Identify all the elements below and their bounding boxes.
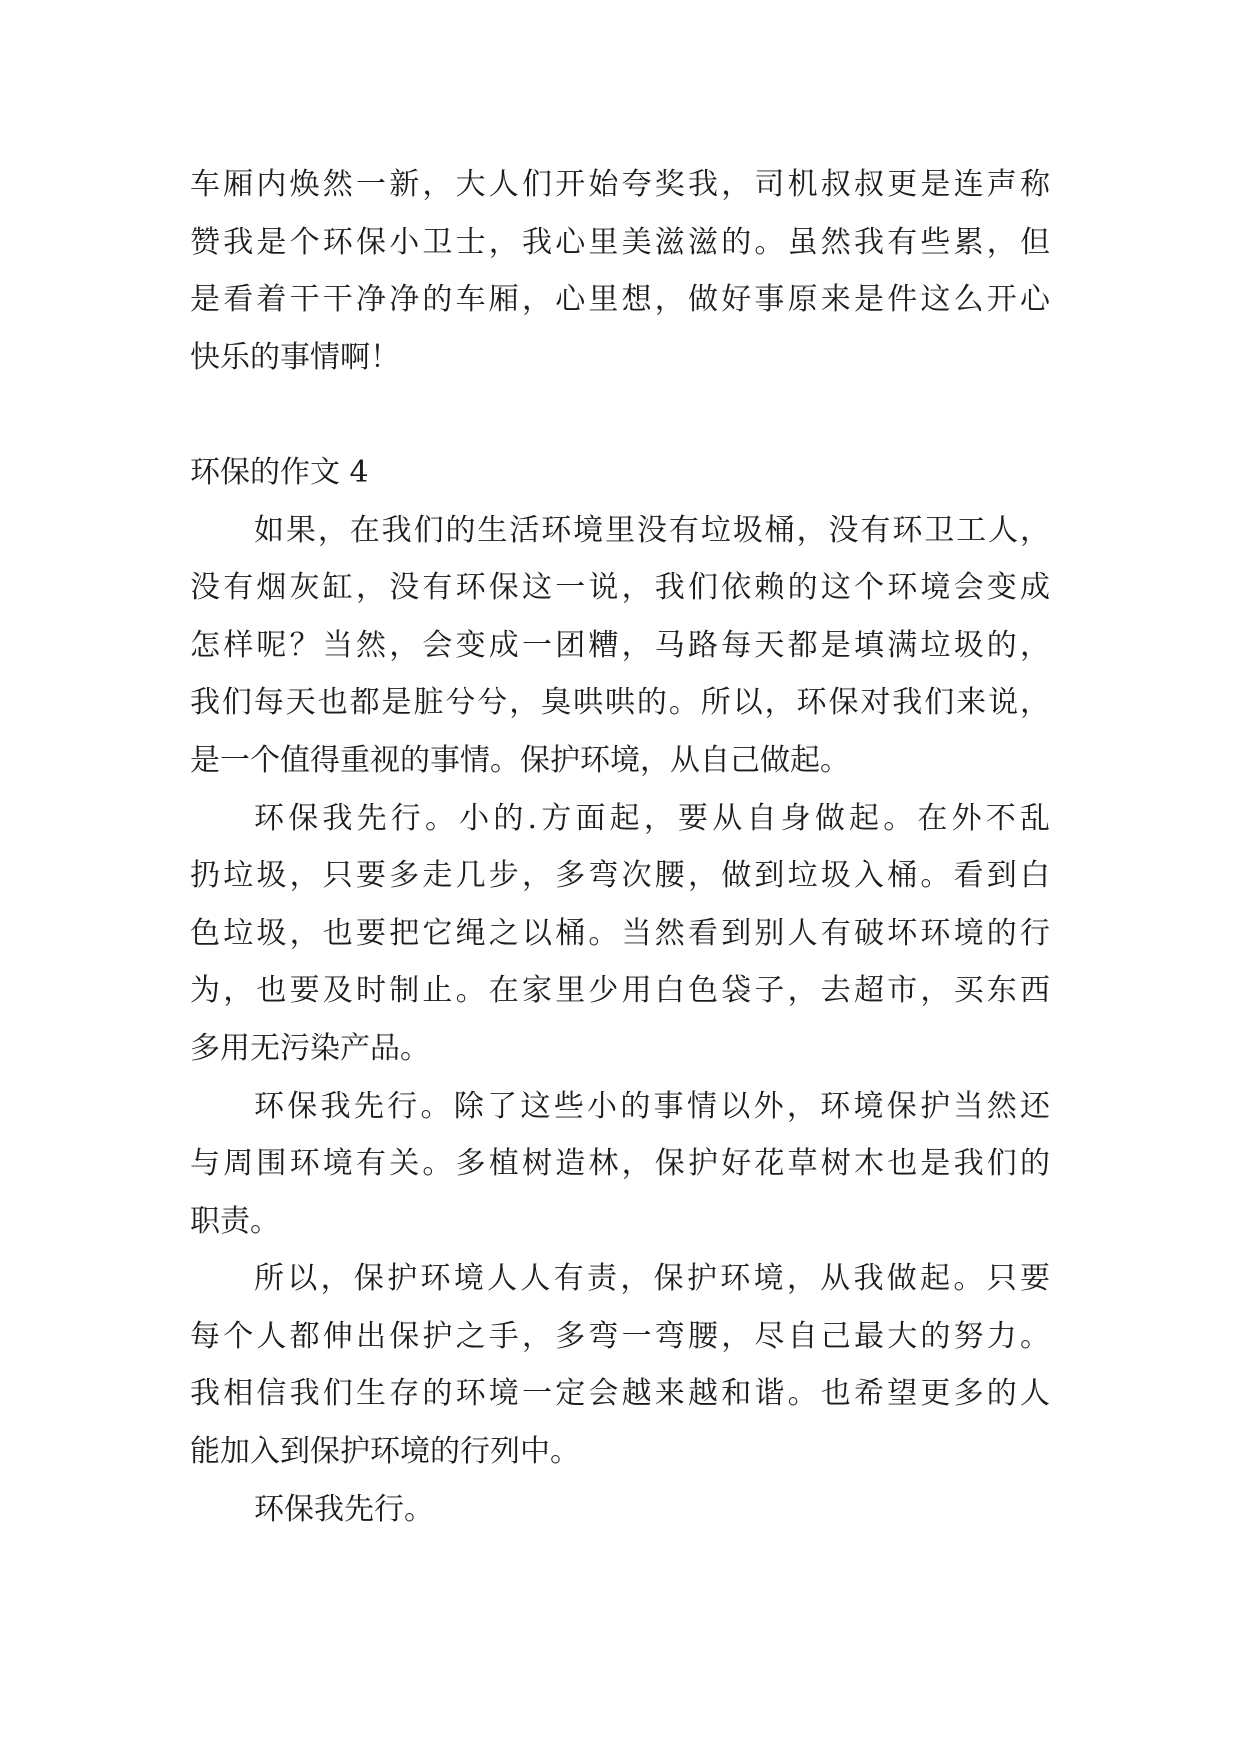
text-line: 赞我是个环保小卫士，我心里美滋滋的。虽然我有些累，但 — [190, 224, 1050, 260]
text-line: 多用无污染产品。 — [190, 1030, 430, 1066]
text-line: 是看着干干净净的车厢，心里想，做好事原来是件这么开心 — [190, 282, 1050, 318]
text-line: 职责。 — [190, 1203, 280, 1239]
text-line: 没有烟灰缸，没有环保这一说，我们依赖的这个环境会变成 — [190, 570, 1050, 606]
text-line: 每个人都伸出保护之手，多弯一弯腰，尽自己最大的努力。 — [190, 1318, 1050, 1354]
paragraph — [190, 502, 1050, 790]
paragraph — [190, 1078, 1050, 1251]
blank-line — [190, 386, 1050, 444]
text-line: 我们每天也都是脏兮兮，臭哄哄的。所以，环保对我们来说， — [190, 685, 1050, 721]
paragraph — [190, 790, 1050, 1078]
text-line: 快乐的事情啊！ — [190, 339, 400, 375]
text-line: 扔垃圾，只要多走几步，多弯次腰，做到垃圾入桶。看到白 — [190, 858, 1050, 894]
text-line: 如果，在我们的生活环境里没有垃圾桶，没有环卫工人， — [254, 512, 1050, 548]
continuation-paragraph — [190, 156, 1050, 386]
text-line: 与周围环境有关。多植树造林，保护好花草树木也是我们的 — [190, 1146, 1050, 1182]
text-line: 能加入到保护环境的行列中。 — [190, 1434, 580, 1470]
text-line: 我相信我们生存的环境一定会越来越和谐。也希望更多的人 — [190, 1376, 1050, 1412]
text-line: 所以，保护环境人人有责，保护环境，从我做起。只要 — [254, 1261, 1050, 1297]
essay-heading: 环保的作文 4 — [190, 454, 369, 490]
text-line: 为，也要及时制止。在家里少用白色袋子，去超市，买东西 — [190, 973, 1050, 1009]
document-body — [190, 156, 1050, 1538]
text-line: 环保我先行。除了这些小的事情以外，环境保护当然还 — [254, 1088, 1050, 1124]
paragraph — [190, 1250, 1050, 1480]
paragraph — [190, 1481, 1050, 1539]
text-line: 色垃圾，也要把它绳之以桶。当然看到别人有破坏环境的行 — [190, 915, 1050, 951]
text-line: 车厢内焕然一新，大人们开始夸奖我，司机叔叔更是连声称 — [190, 167, 1050, 202]
text-line: 是一个值得重视的事情。保护环境，从自己做起。 — [190, 742, 850, 778]
text-line: 环保我先行。小的.方面起，要从自身做起。在外不乱 — [254, 800, 1050, 836]
text-line: 怎样呢？当然，会变成一团糟，马路每天都是填满垃圾的， — [190, 627, 1050, 663]
text-line: 环保我先行。 — [254, 1491, 434, 1527]
